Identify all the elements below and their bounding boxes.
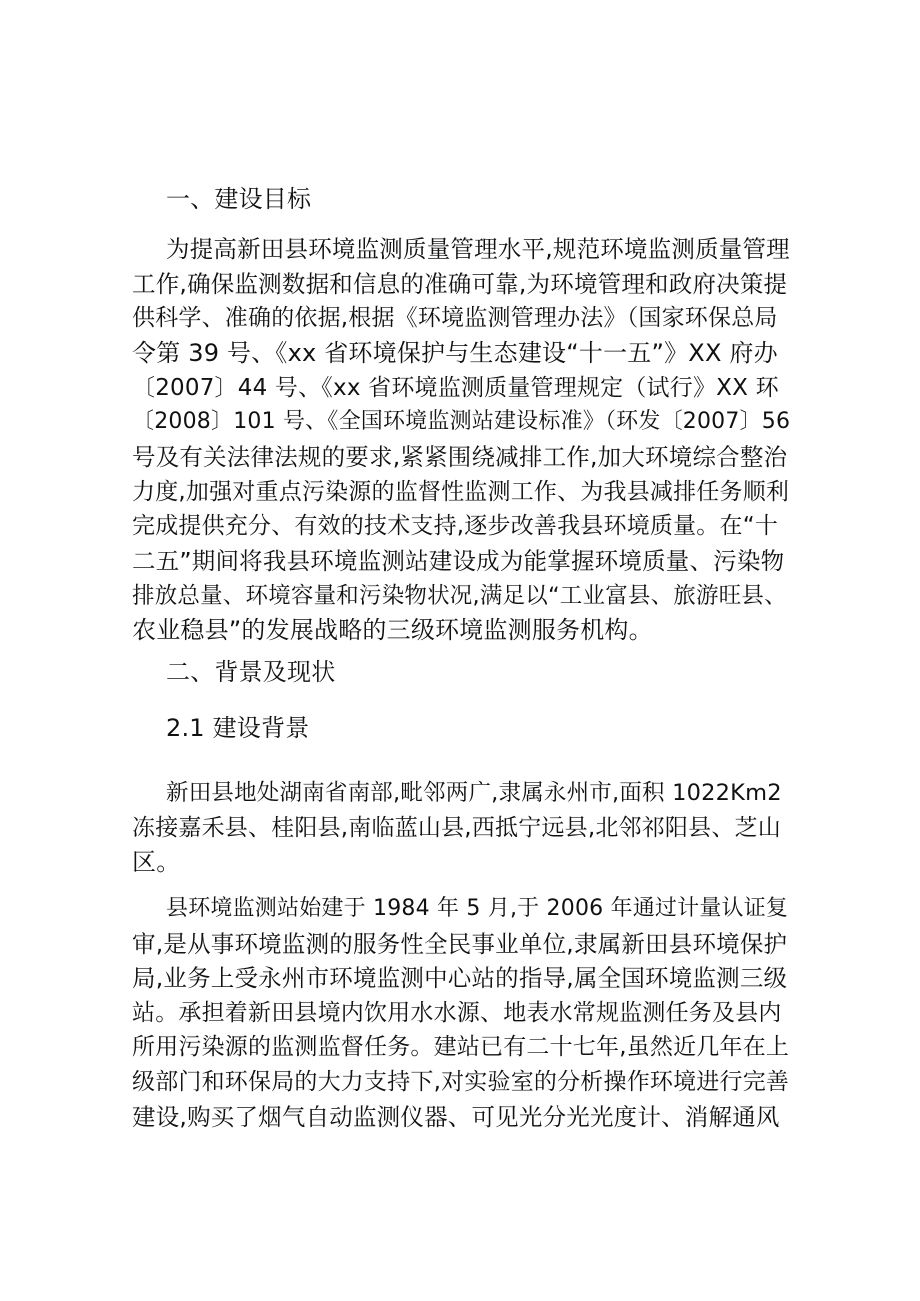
section-heading-goals: 一、建设目标 — [166, 185, 312, 213]
paragraph-line: 供科学、准确的依据,根据《环境监测管理办法》（国家环保总局 — [132, 305, 778, 331]
paragraph-line: 站。承担着新田县境内饮用水水源、地表水常规监测任务及县内 — [132, 1000, 782, 1026]
paragraph-line: 号及有关法律法规的要求,紧紧围绕减排工作,加大环境综合整治 — [132, 443, 788, 471]
paragraph-line: 新田县地处湖南省南部,毗邻两广,隶属永州市,面积 1022Km2 — [166, 780, 782, 806]
paragraph-line: 审,是从事环境监测的服务性全民事业单位,隶属新田县环境保护 — [132, 930, 788, 958]
paragraph-line: 冻接嘉禾县、桂阳县,南临蓝山县,西抵宁远县,北邻祁阳县、芝山 — [132, 815, 781, 841]
paragraph-line: 建设,购买了烟气自动监测仪器、可见光分光光度计、消解通风 — [132, 1103, 780, 1131]
paragraph-line: 级部门和环保局的大力支持下,对实验室的分析操作环境进行完善 — [132, 1069, 790, 1095]
paragraph-line: 农业稳县”的发展战略的三级环境监测服务机构。 — [132, 616, 653, 644]
paragraph-line: 令第 39 号、《xx 省环境保护与生态建设“十一五”》XX 府办 — [132, 339, 778, 367]
paragraph-line: 所用污染源的监测监督任务。建站已有二十七年,虽然近几年在上 — [132, 1034, 790, 1060]
paragraph-line: 排放总量、环境容量和污染物状况,满足以“工业富县、旅游旺县、 — [132, 583, 787, 609]
paragraph-line: 二五”期间将我县环境监测站建设成为能掌握环境质量、污染物 — [132, 547, 785, 575]
paragraph-line: 县环境监测站始建于 1984 年 5 月,于 2006 年通过计量认证复 — [166, 896, 789, 921]
paragraph-line: 区。 — [132, 848, 181, 876]
paragraph-line: 工作,确保监测数据和信息的准确可靠,为环境管理和政府决策提 — [132, 270, 788, 298]
paragraph-line: 完成提供充分、有效的技术支持,逐步改善我县环境质量。在“十 — [132, 513, 779, 539]
paragraph-line: 〔2007〕44 号、《xx 省环境监测质量管理规定（试行》XX 环 — [132, 375, 779, 401]
paragraph-line: 局,业务上受永州市环境监测中心站的指导,属全国环境监测三级 — [132, 964, 788, 992]
paragraph-line: 〔2008〕101 号、《全国环境监测站建设标准》（环发〔2007〕56 — [132, 409, 791, 434]
subsection-heading: 2.1 建设背景 — [166, 714, 310, 742]
paragraph-line: 为提高新田县环境监测质量管理水平,规范环境监测质量管理 — [166, 235, 790, 263]
paragraph-line: 力度,加强对重点污染源的监督性监测工作、为我县减排任务顺利 — [132, 479, 790, 505]
section-heading-background: 二、背景及现状 — [166, 658, 336, 686]
